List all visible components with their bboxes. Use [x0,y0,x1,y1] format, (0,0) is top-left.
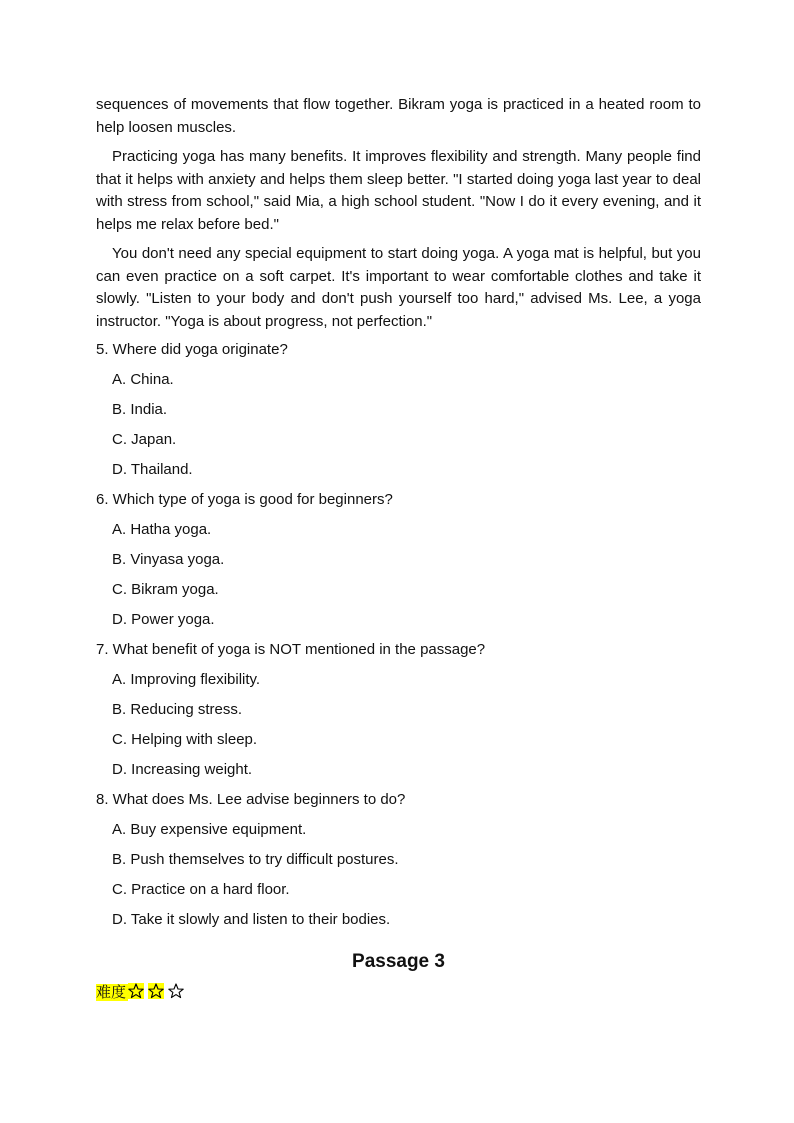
option-c: C. Japan. [112,431,177,448]
star-outline-icon [148,983,164,999]
passage-paragraph-2: Practicing yoga has many benefits. It improves flexibility and strength. Many people find that it helps with anxiety and helps them sleep better. "I started doing yoga last year to deal with stress from school," said Mia, a high school student. "Now I do it every evening, and it helps me relax before bed." [96,148,701,233]
option-b: B. Vinyasa yoga. [112,551,225,568]
star-outline-icon [128,983,144,999]
question-text: 6. Which type of yoga is good for beginners? [96,491,393,508]
option-a: A. China. [112,371,174,388]
option-a: A. Buy expensive equipment. [112,821,307,838]
passage-paragraph-3: You don't need any special equipment to start doing yoga. A yoga mat is helpful, but you can even practice on a soft carpet. It's important to wear comfortable clothes and take it slowly. "Listen to your body and don't push yourself too hard," advised Ms. Lee, a yoga instructor. "Yoga is about progress, not perfection." [96,245,701,330]
option-c: C. Helping with sleep. [112,731,258,748]
document-content [96,94,701,1004]
option-d: D. Increasing weight. [112,761,253,778]
difficulty-rating [96,982,188,1004]
difficulty-label: 难度 [96,984,127,1001]
option-d: D. Thailand. [112,461,193,478]
question-text: 8. What does Ms. Lee advise beginners to do? [96,791,406,808]
question-text: 5. Where did yoga originate? [96,341,288,358]
question-text: 7. What benefit of yoga is NOT mentioned in the passage? [96,641,486,658]
option-d: D. Power yoga. [112,611,215,628]
question-6 [96,490,701,630]
question-7 [96,640,701,780]
option-b: B. Push themselves to try difficult postures. [112,851,399,868]
option-d: D. Take it slowly and listen to their bodies. [112,911,391,928]
option-c: C. Practice on a hard floor. [112,881,290,898]
question-8 [96,790,701,930]
option-b: B. India. [112,401,168,418]
option-b: B. Reducing stress. [112,701,243,718]
option-a: A. Improving flexibility. [112,671,261,688]
question-5 [96,340,701,480]
passage-heading: Passage 3 [352,951,445,972]
passage-paragraph-1: sequences of movements that flow together. Bikram yoga is practiced in a heated room to help loosen muscles. [96,96,701,136]
option-a: A. Hatha yoga. [112,521,212,538]
option-c: C. Bikram yoga. [112,581,219,598]
star-outline-icon [168,983,184,999]
